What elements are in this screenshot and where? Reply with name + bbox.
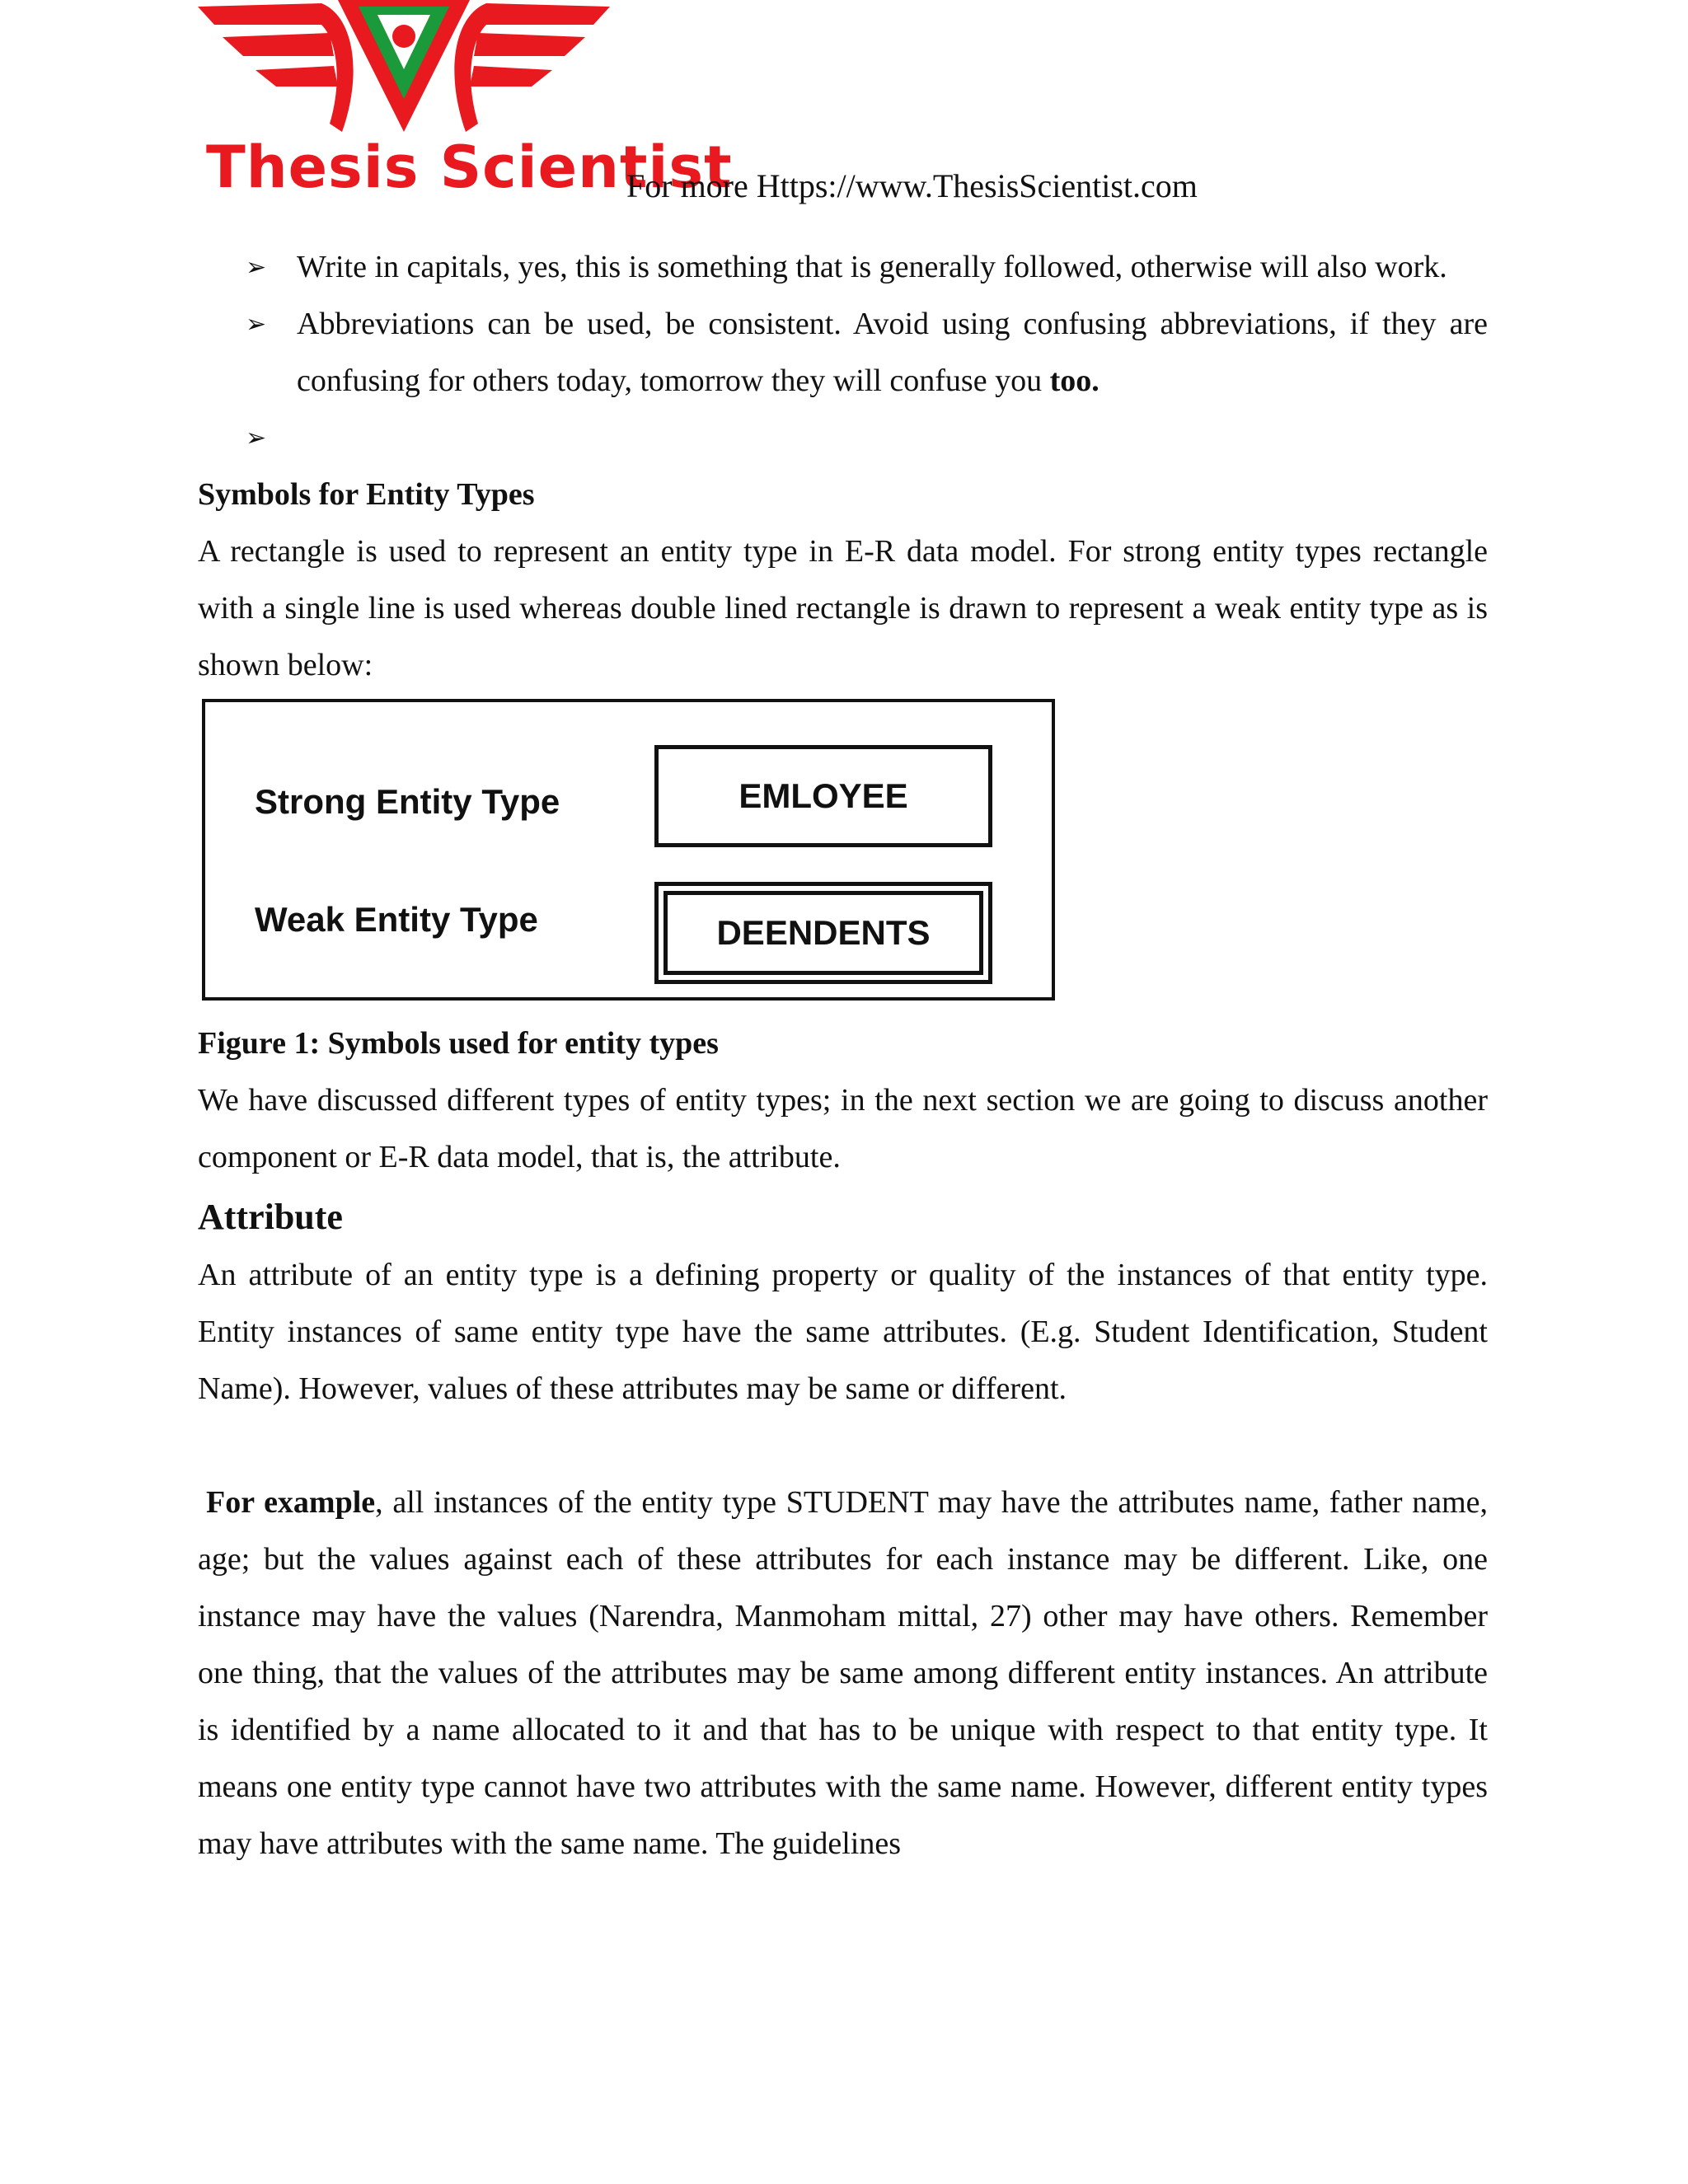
entity-symbols-figure	[202, 699, 1055, 1001]
logo-wordmark: Thesis Scientist	[206, 134, 733, 201]
weak-entity-name: DEENDENTS	[716, 913, 931, 952]
strong-entity-name: EMLOYEE	[738, 776, 908, 815]
list-item	[198, 410, 1488, 466]
weak-entity-inner-rectangle	[663, 891, 983, 975]
website-link[interactable]: For more Https://www.ThesisScientist.com	[626, 167, 1198, 204]
document-body	[198, 239, 1488, 1872]
bullet-text: Abbreviations can be used, be consistent. Avoid using confusing abbreviations, if they are confusing for others today, tomorrow they will confuse you	[297, 307, 1488, 398]
attribute-heading: Attribute	[198, 1197, 343, 1237]
bullet-text: Write in capitals, yes, this is something that is generally followed, otherwise will also work.	[297, 250, 1447, 284]
section-paragraph: A rectangle is used to represent an entity type in E-R data model. For strong entity types rectangle with a single line is used whereas double lined rectangle is drawn to represent a weak entity type as is shown below:	[198, 534, 1488, 682]
list-item	[198, 296, 1488, 410]
attribute-definition-paragraph: An attribute of an entity type is a defining property or quality of the instances of that entity type. Entity instances of same entity type have the same attributes. (E.g. Student Identification, Student Name). However, values of these attributes may be same or different.	[198, 1258, 1488, 1406]
example-text: , all instances of the entity type STUDENT may have the attributes name, father name, age; but the values against each of these attributes for each instance may be different. Like, one instance may have the values (Narendra, Manmoham mittal, 27) other may have others. Remember one thing, that the values of the attributes may be same among different entity instances. An attribute is identified by a name allocated to it and that has to be unique with respect to that entity type. It means one entity type cannot have two attributes with the same name. However, different entity types may have attributes with the same name. The guidelines	[198, 1485, 1488, 1861]
example-paragraph	[198, 1474, 1488, 1872]
thesis-scientist-logo-icon	[198, 0, 610, 140]
transition-paragraph: We have discussed different types of entity types; in the next section we are going to discuss another component or E-R data model, that is, the attribute.	[198, 1083, 1488, 1174]
arrow-bullet-icon: ➢	[246, 253, 267, 282]
strong-entity-rectangle	[654, 745, 992, 847]
weak-entity-label: Weak Entity Type	[255, 900, 538, 939]
paragraph-gap	[198, 1418, 1488, 1474]
figure-caption: Figure 1: Symbols used for entity types	[198, 1026, 719, 1061]
guideline-bullet-list	[198, 239, 1488, 466]
section-heading: Symbols for Entity Types	[198, 477, 535, 512]
list-item	[198, 239, 1488, 296]
weak-entity-double-rectangle	[654, 882, 992, 984]
page-header	[198, 0, 1484, 214]
arrow-bullet-icon: ➢	[246, 310, 267, 339]
arrow-bullet-icon: ➢	[246, 424, 267, 452]
bullet-bold-text: too.	[1049, 363, 1100, 398]
strong-entity-label: Strong Entity Type	[255, 782, 560, 821]
example-lead: For example	[206, 1485, 376, 1520]
